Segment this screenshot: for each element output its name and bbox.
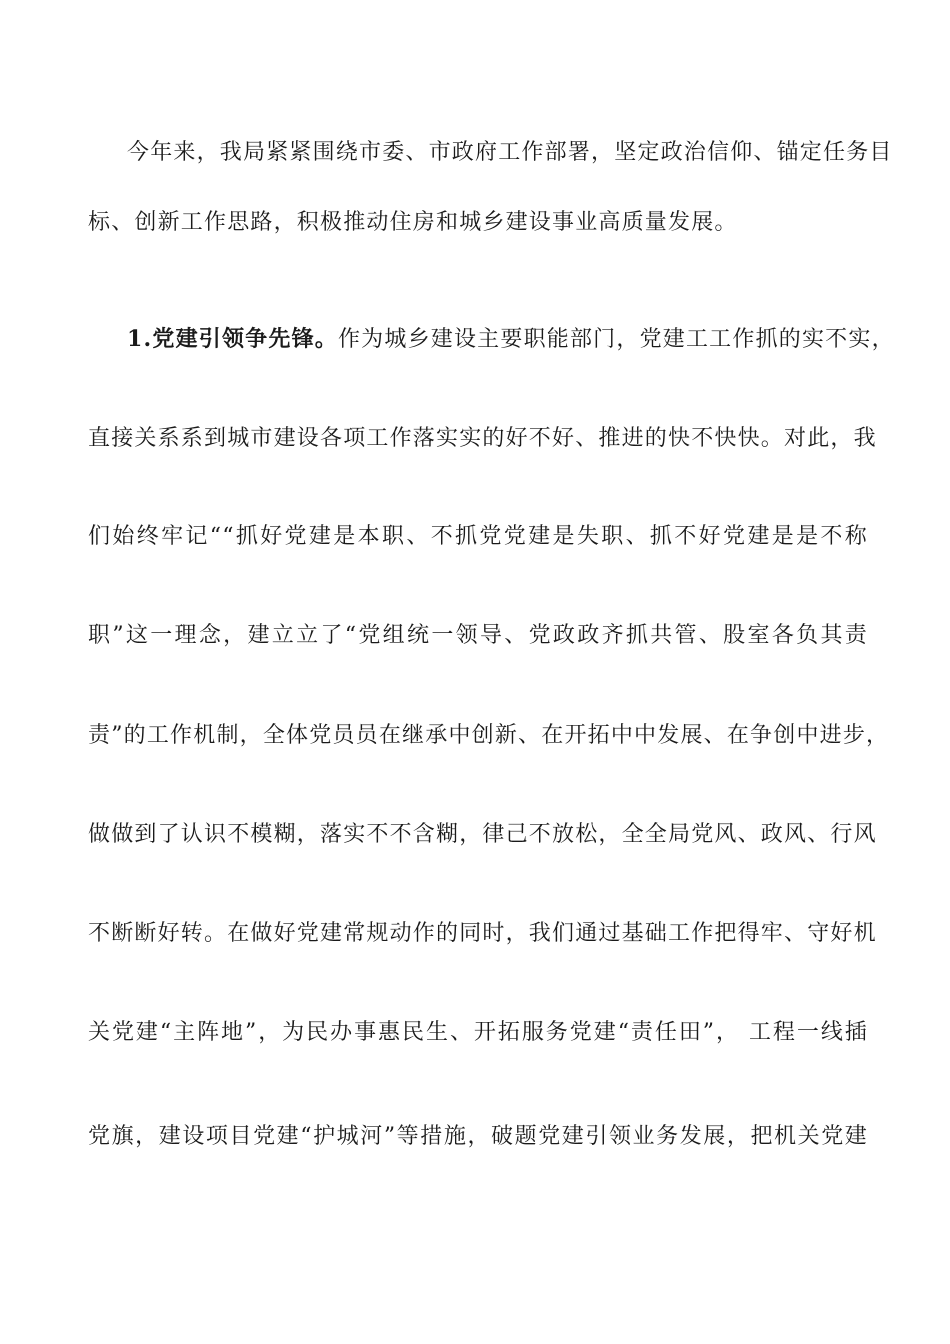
- paragraph-line-6: 职”这一理念，建立立了“党组统一领导、党政政齐抓共管、股室各负其责: [88, 623, 868, 648]
- paragraph-line-7: 责”的工作机制，全体党员员在继承中创新、在开拓中中发展、在争创中进步，: [88, 723, 890, 748]
- section-heading: 1.党建引领争先锋。: [127, 326, 338, 352]
- paragraph-line-2: 标、创新工作思路，积极推动住房和城乡建设事业高质量发展。: [88, 210, 738, 235]
- paragraph-line-1: 今年来，我局紧紧围绕市委、市政府工作部署，坚定政治信仰、锚定任务目: [127, 140, 893, 165]
- paragraph-line-5: 们始终牢记““抓好党建是本职、不抓党党建是失职、抓不好党建是是不称: [88, 524, 868, 549]
- paragraph-line-3: [127, 322, 895, 356]
- paragraph-line-4: 直接关系系到城市建设各项工作落实实的好不好、推进的快不快快。对此，我: [88, 426, 877, 451]
- paragraph-line-8: 做做到了认识不模糊，落实不不含糊，律己不放松，全全局党风、政风、行风: [88, 822, 877, 847]
- paragraph-line-9: 不断断好转。在做好党建常规动作的同时，我们通过基础工作把得牢、守好机: [88, 921, 877, 946]
- paragraph-line-3-text: 作为城乡建设主要职能部门，党建工工作抓的实不实，: [337, 327, 895, 352]
- paragraph-line-11: 党旗，建设项目党建“护城河”等措施，破题党建引领业务发展，把机关党建: [88, 1124, 868, 1149]
- paragraph-line-10: 关党建“主阵地”，为民办事惠民生、开拓服务党建“责任田”， 工程一线插: [88, 1020, 868, 1045]
